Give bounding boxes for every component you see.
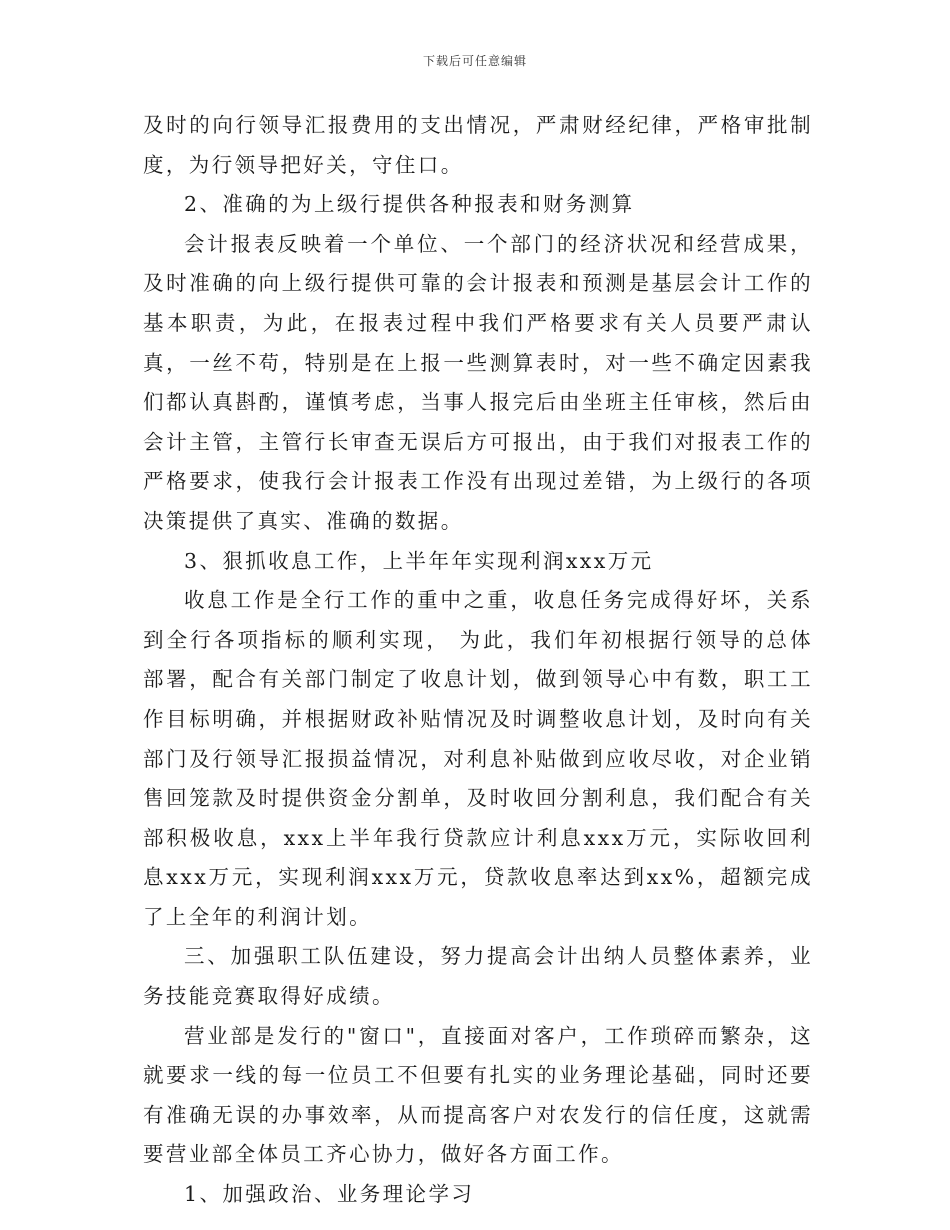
section-heading: 1、加强政治、业务理论学习: [184, 1182, 475, 1207]
paragraph: 营业部是发行的"窗口"，直接面对客户，工作琐碎而繁杂，这就要求一线的每一位员工不但要有扎实的业务理论基础，同时还要有准确无误的办事效率，从而提高客户对农发行的信任度，这就需要营业部全体员工齐心协力，做好各方面工作。: [143, 1023, 813, 1167]
section-heading: 2、准确的为上级行提供各种报表和财务测算: [184, 192, 635, 217]
section-heading: 三、加强职工队伍建设，努力提高会计出纳人员整体素养，业务技能竞赛取得好成绩。: [143, 944, 813, 1009]
paragraph: 收息工作是全行工作的重中之重，收息任务完成得好坏，关系到全行各项指标的顺利实现， 为此，我们年初根据行领导的总体部署，配合有关部门制定了收息计划，做到领导心中有数，职工工作目标明确，并根据财政补贴情况及时调整收息计划，及时向有关部门及行领导汇报损益情况，对利息补贴做到应收尽收，对企业销售回笼款及时提供资金分割单，及时收回分割利息，我们配合有关部积极收息，xxx上半年我行贷款应计利息xxx万元，实际收回利息xxx万元，实现利润xxx万元，贷款收息率达到xx%，超额完成了上全年的利润计划。: [143, 588, 813, 929]
document-body: [143, 106, 813, 1215]
paragraph: 会计报表反映着一个单位、一个部门的经济状况和经营成果，及时准确的向上级行提供可靠的会计报表和预测是基层会计工作的基本职责，为此，在报表过程中我们严格要求有关人员要严肃认真，一丝不苟，特别是在上报一些测算表时，对一些不确定因素我们都认真斟酌，谨慎考虑，当事人报完后由坐班主任审核，然后由会计主管，主管行长审查无误后方可报出，由于我们对报表工作的严格要求，使我行会计报表工作没有出现过差错，为上级行的各项决策提供了真实、准确的数据。: [143, 231, 813, 533]
section-heading: 3、狠抓收息工作，上半年年实现利润xxx万元: [184, 548, 654, 573]
page-header: 下载后可任意编辑: [422, 54, 527, 68]
paragraph: 及时的向行领导汇报费用的支出情况，严肃财经纪律，严格审批制度，为行领导把好关，守住口。: [143, 113, 813, 177]
